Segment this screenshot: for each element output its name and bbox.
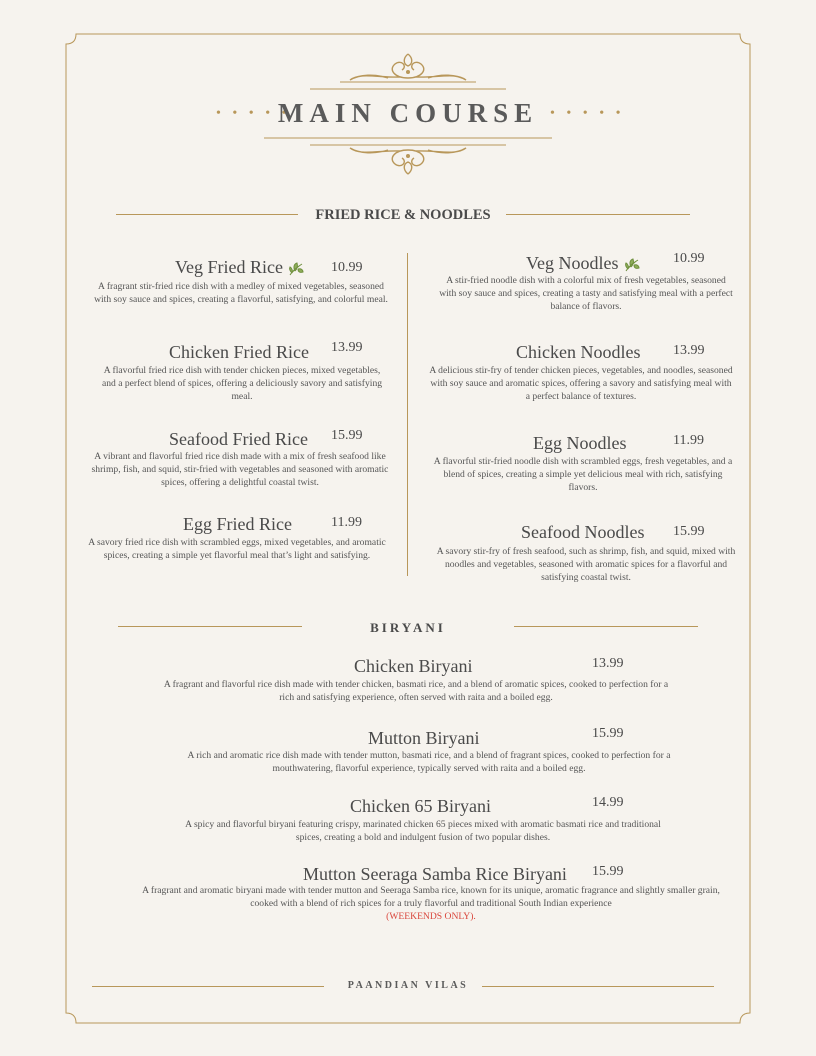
page-title: MAIN COURSE — [277, 98, 539, 128]
item-price: 13.99 — [592, 656, 624, 671]
item-price: 15.99 — [331, 428, 363, 443]
item-description: A stir-fried noodle dish with a colorful mix of fresh vegetables, seasoned with soy sauce and spices, creating a tasty and satisfying meal with a perfect balance of flavors. — [439, 275, 733, 312]
title-dots-right: • • • • • — [550, 106, 625, 121]
item-name: Seafood Fried Rice — [169, 429, 308, 449]
item-name: Egg Fried Rice — [183, 514, 292, 534]
item-name: Veg Noodles — [526, 253, 619, 273]
item-description: A savory stir-fry of fresh seafood, such as shrimp, fish, and squid, mixed with noodles and vegetables, seasoned with aromatic spices for a flavorful and satisfying coastal twist. — [436, 546, 736, 583]
heading-rule-left — [118, 626, 302, 627]
title-dots-left: • • • • • — [216, 106, 291, 121]
heading-rule-right — [514, 626, 698, 627]
item-price: 11.99 — [331, 515, 362, 530]
item-price: 13.99 — [673, 343, 705, 358]
item-price: 10.99 — [331, 260, 363, 275]
restaurant-name: PAANDIAN VILAS — [347, 980, 469, 991]
item-name: Egg Noodles — [533, 433, 627, 453]
column-divider — [407, 253, 408, 576]
item-name: Mutton Biryani — [368, 728, 480, 748]
item-description: A rich and aromatic rice dish made with tender mutton, basmati rice, and a blend of fragrant spices, cooked to perfection for a mouthwatering, flavorful experience, typically served with raita and a boiled egg. — [187, 750, 671, 774]
item-description: A savory fried rice dish with scrambled eggs, mixed vegetables, and aromatic spices, creating a simple yet flavorful meal that’s light and satisfying. — [88, 537, 386, 561]
item-name: Veg Fried Rice — [175, 257, 283, 277]
item-price: 13.99 — [331, 340, 363, 355]
item-name: Chicken Biryani — [354, 656, 473, 676]
top-flourish — [300, 44, 516, 94]
heading-rule-right — [506, 214, 690, 215]
item-price: 10.99 — [673, 251, 705, 266]
item-name: Seafood Noodles — [521, 522, 645, 542]
item-description: A delicious stir-fry of tender chicken pieces, vegetables, and noodles, seasoned with soy sauce and aromatic spices, offering a savory and satisfying meal with a perfect balance of textures. — [429, 365, 733, 402]
section-heading-biryani: BIRYANI — [370, 620, 446, 635]
item-price: 11.99 — [673, 433, 704, 448]
item-description: A spicy and flavorful biryani featuring crispy, marinated chicken 65 pieces mixed with aromatic basmati rice and traditional spices, creating a bold and indulgent fusion of two popular dishes. — [185, 819, 661, 843]
weekend-note: (WEEKENDS ONLY). — [386, 911, 476, 922]
item-price: 15.99 — [592, 726, 624, 741]
item-name: Mutton Seeraga Samba Rice Biryani — [303, 864, 567, 884]
bottom-flourish — [262, 134, 554, 186]
item-name: Chicken Fried Rice — [169, 342, 309, 362]
section-heading-fried-rice-noodles: FRIED RICE & NOODLES — [315, 207, 491, 223]
footer-rule-right — [482, 986, 714, 987]
item-name: Chicken 65 Biryani — [350, 796, 491, 816]
item-price: 14.99 — [592, 795, 624, 810]
item-description: A flavorful fried rice dish with tender chicken pieces, mixed vegetables, and a perfect blend of spices, offering a deliciously savory and satisfying meal. — [101, 365, 383, 402]
item-description: A flavorful stir-fried noodle dish with scrambled eggs, fresh vegetables, and a blend of spices, creating a simple yet delicious meal with rich, satisfying flavors. — [433, 456, 733, 493]
item-price: 15.99 — [592, 864, 624, 879]
leaf-icon — [623, 257, 641, 273]
item-description: A vibrant and flavorful fried rice dish made with a mix of fresh seafood like shrimp, fish, and squid, stir-fried with vegetables and seasoned with aromatic spices, offering a delightful coastal twist. — [91, 451, 389, 488]
item-description: A fragrant and aromatic biryani made with tender mutton and Seeraga Samba rice, known for its unique, aromatic fragrance and slightly smaller grain, cooked with a blend of rich spices for a truly flavorful and traditional South Indian experience — [142, 885, 720, 909]
heading-rule-left — [116, 214, 298, 215]
item-price: 15.99 — [673, 524, 705, 539]
item-description: A fragrant and flavorful rice dish made with tender chicken, basmati rice, and a blend of aromatic spices, cooked to perfection for a rich and satisfying experience, often served with raita and a boiled egg. — [163, 679, 669, 703]
item-description: A fragrant stir-fried rice dish with a medley of mixed vegetables, seasoned with soy sauce and spices, creating a flavorful, satisfying, and colorful meal. — [94, 281, 388, 305]
leaf-icon — [287, 261, 305, 277]
item-name: Chicken Noodles — [516, 342, 641, 362]
